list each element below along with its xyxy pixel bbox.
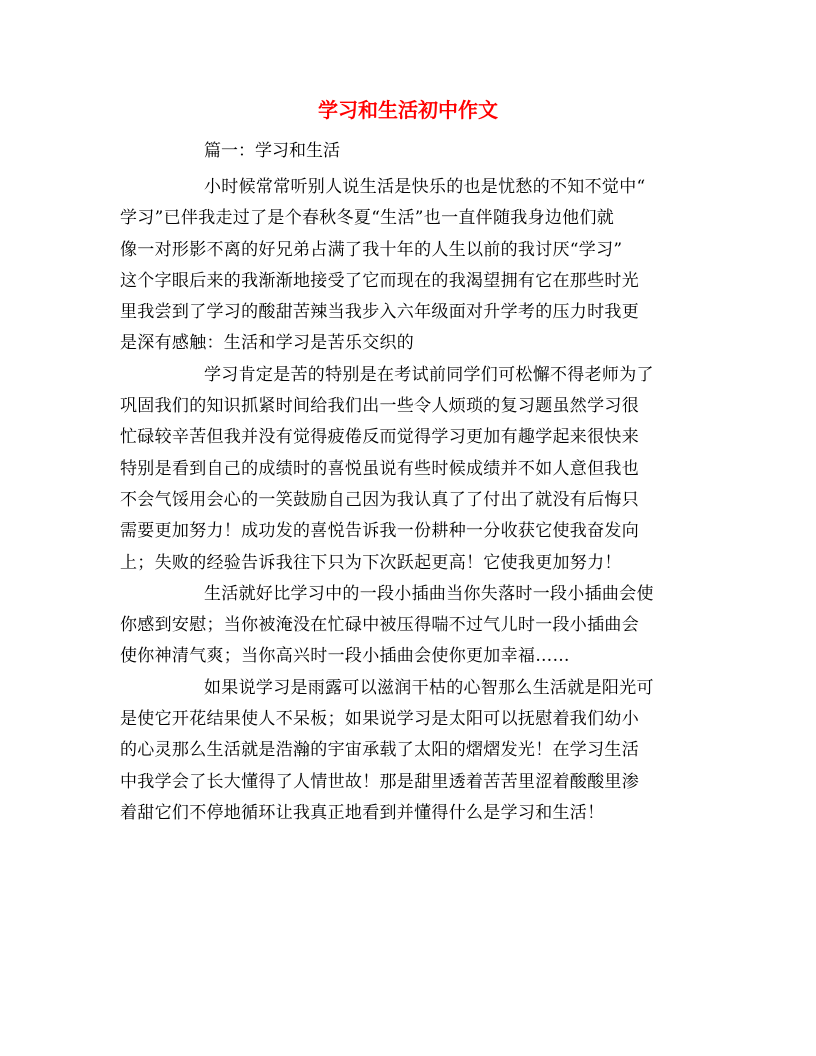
text-line: 不会气馁用会心的一笑鼓励自己因为我认真了了付出了就没有后悔只 <box>120 489 639 510</box>
text-line: 生活就好比学习中的一段小插曲当你失落时一段小插曲会使 <box>204 583 654 604</box>
text-line: 忙碌较辛苦但我并没有觉得疲倦反而觉得学习更加有趣学起来很快来 <box>120 427 639 448</box>
text-line: 像一对形影不离的好兄弟占满了我十年的人生以前的我讨厌“学习” <box>120 239 623 260</box>
text-line: 小时候常常听别人说生活是快乐的也是忧愁的不知不觉中“ <box>204 177 646 197</box>
text-line: 巩固我们的知识抓紧时间给我们出一些令人烦琐的复习题虽然学习很 <box>120 396 639 417</box>
paragraph-3 <box>120 579 700 673</box>
document-subtitle: 篇一：学习和生活 <box>204 141 340 161</box>
text-line: 是使它开花结果使人不呆板；如果说学习是太阳可以抚慰着我们幼小 <box>120 709 639 730</box>
text-line: 中我学会了长大懂得了人情世故！那是甜里透着苦苦里涩着酸酸里渗 <box>120 771 639 792</box>
text-line: 上；失败的经验告诉我往下只为下次跃起更高！它使我更加努力！ <box>120 552 622 573</box>
text-line: 里我尝到了学习的酸甜苦辣当我步入六年级面对升学考的压力时我更 <box>120 302 639 323</box>
text-line: 是深有感触：生活和学习是苦乐交织的 <box>120 333 415 354</box>
text-line: 学习”已伴我走过了是个春秋冬夏“生活”也一直伴随我身边他们就 <box>120 208 615 229</box>
text-line: 如果说学习是雨露可以滋润干枯的心智那么生活就是阳光可 <box>204 677 654 698</box>
paragraph-4 <box>120 673 700 829</box>
document-body <box>120 172 700 829</box>
text-line: 你感到安慰；当你被淹没在忙碌中被压得喘不过气儿时一段小插曲会 <box>120 615 639 636</box>
text-line: 需要更加努力！成功发的喜悦告诉我一份耕种一分收获它使我奋发向 <box>120 521 639 542</box>
text-line: 使你神清气爽；当你高兴时一段小插曲会使你更加幸福…… <box>120 646 570 667</box>
text-line: 着甜它们不停地循环让我真正地看到并懂得什么是学习和生活！ <box>120 802 605 823</box>
document-title: 学习和生活初中作文 <box>318 98 498 122</box>
text-line: 这个字眼后来的我渐渐地接受了它而现在的我渴望拥有它在那些时光 <box>120 270 639 291</box>
paragraph-2 <box>120 360 700 579</box>
text-line: 特别是看到自己的成绩时的喜悦虽说有些时候成绩并不如人意但我也 <box>120 458 639 479</box>
text-line: 的心灵那么生活就是浩瀚的宇宙承载了太阳的熠熠发光！在学习生活 <box>120 740 639 761</box>
text-line: 学习肯定是苦的特别是在考试前同学们可松懈不得老师为了 <box>204 364 654 385</box>
paragraph-1 <box>120 172 700 360</box>
